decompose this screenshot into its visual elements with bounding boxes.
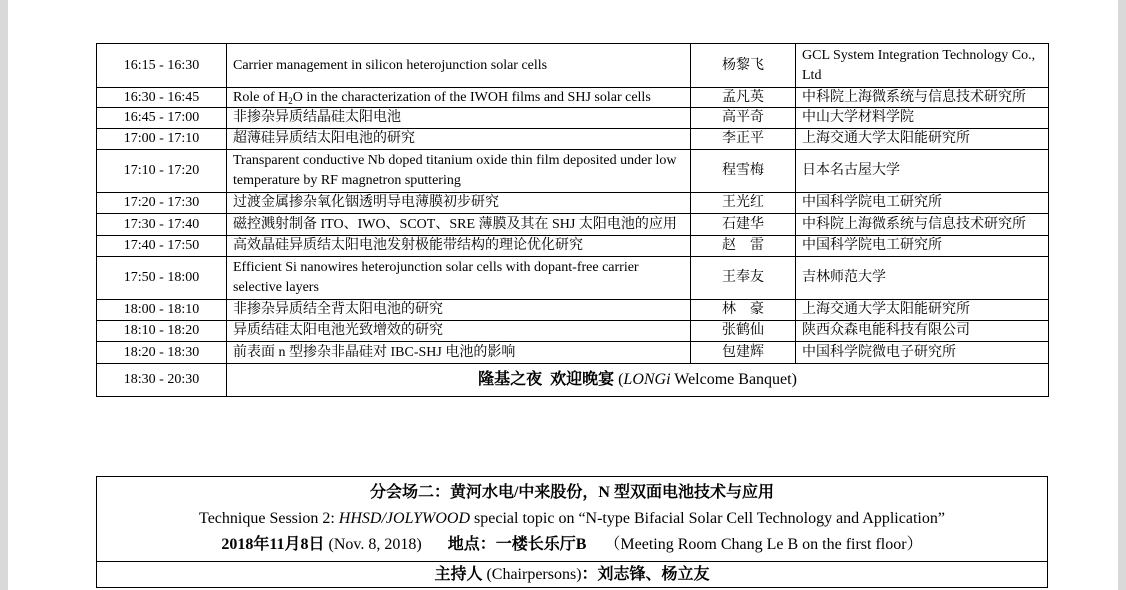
talk-title-cell: Carrier management in silicon heterojunction solar cells — [227, 44, 691, 88]
banquet-title-en: Welcome Banquet) — [670, 371, 797, 388]
title-line: selective layers — [233, 280, 319, 295]
talk-title-cell: 前表面 n 型掺杂非晶硅对 IBC-SHJ 电池的影响 — [227, 342, 691, 364]
table-row — [97, 150, 1049, 193]
talk-title-cell: 过渡金属掺杂氧化铟透明导电薄膜初步研究 — [227, 193, 691, 214]
time-cell: 18:20 - 18:30 — [97, 342, 227, 364]
table-row — [97, 214, 1049, 236]
speaker-cell: 石建华 — [691, 214, 796, 236]
viewer-left-margin — [0, 0, 8, 590]
affiliation-cell: 吉林师范大学 — [796, 257, 1049, 300]
affiliation-line: Ltd — [802, 67, 822, 83]
affiliation-cell: 中科院上海微系统与信息技术研究所 — [796, 88, 1049, 108]
affiliation-cell: 陕西众森电能科技有限公司 — [796, 321, 1049, 342]
speaker-cell: 张鹤仙 — [691, 321, 796, 342]
affiliation-cell: 日本名古屋大学 — [796, 150, 1049, 193]
session-venue-cn: 地点：一楼长乐厅B — [447, 536, 587, 553]
speaker-cell: 林 豪 — [691, 300, 796, 321]
talk-title-cell: 磁控溅射制备 ITO、IWO、SCOT、SRE 薄膜及其在 SHJ 太阳电池的应用 — [227, 214, 691, 236]
affiliation-cell: 上海交通大学太阳能研究所 — [796, 300, 1049, 321]
time-cell: 16:15 - 16:30 — [97, 44, 227, 88]
table-row — [97, 108, 1049, 129]
speaker-cell: 程雪梅 — [691, 150, 796, 193]
banquet-title-cn: 隆基之夜 欢迎晚宴 — [478, 371, 615, 388]
table-row — [97, 88, 1049, 108]
table-row — [97, 44, 1049, 88]
banquet-cell — [227, 364, 1049, 397]
speaker-cell: 王奉友 — [691, 257, 796, 300]
session-venue-en: （Meeting Room Chang Le B on the first floor） — [604, 536, 923, 553]
time-cell: 17:50 - 18:00 — [97, 257, 227, 300]
time-cell: 16:45 - 17:00 — [97, 108, 227, 129]
talk-title-cell — [227, 257, 691, 300]
affiliation-cell: 中国科学院电工研究所 — [796, 236, 1049, 257]
title-line: temperature by RF magnetron sputtering — [233, 173, 461, 188]
time-cell: 16:30 - 16:45 — [97, 88, 227, 108]
affiliation-cell: 上海交通大学太阳能研究所 — [796, 129, 1049, 150]
speaker-cell: 王光红 — [691, 193, 796, 214]
speaker-cell: 孟凡英 — [691, 88, 796, 108]
affiliation-cell: 中国科学院电工研究所 — [796, 193, 1049, 214]
table-row — [97, 321, 1049, 342]
talk-title-cell: 超薄硅异质结太阳电池的研究 — [227, 129, 691, 150]
session-header-box — [96, 476, 1048, 588]
affiliation-cell: 中国科学院微电子研究所 — [796, 342, 1049, 364]
session-title-en-prefix: Technique Session 2: — [199, 510, 339, 527]
session-date-cn: 2018年11月8日 — [221, 536, 325, 553]
affiliation-cell — [796, 44, 1049, 88]
schedule-table — [96, 43, 1049, 397]
session-title-cn: 分会场二：黄河水电/中来股份，N 型双面电池技术与应用 — [369, 484, 774, 501]
chair-label-cn: 主持人 — [434, 566, 483, 583]
affiliation-cell: 中山大学材料学院 — [796, 108, 1049, 129]
chair-label-en: (Chairpersons) — [486, 566, 582, 583]
banquet-row — [97, 364, 1049, 397]
talk-title-cell: 非掺杂异质结晶硅太阳电池 — [227, 108, 691, 129]
speaker-cell: 李正平 — [691, 129, 796, 150]
time-cell: 17:30 - 17:40 — [97, 214, 227, 236]
time-cell: 17:40 - 17:50 — [97, 236, 227, 257]
speaker-cell: 高平奇 — [691, 108, 796, 129]
title-text: Role of H — [233, 89, 289, 105]
session-topic: special topic on “N-type Bifacial Solar Cell Technology and Application” — [470, 510, 945, 527]
table-row — [97, 342, 1049, 364]
table-row — [97, 129, 1049, 150]
speaker-cell: 包建辉 — [691, 342, 796, 364]
session-heading — [97, 477, 1047, 562]
time-cell: 17:00 - 17:10 — [97, 129, 227, 150]
affiliation-cell: 中科院上海微系统与信息技术研究所 — [796, 214, 1049, 236]
talk-title-cell: 非掺杂异质结全背太阳电池的研究 — [227, 300, 691, 321]
session-sponsor: HHSD/JOLYWOOD — [338, 510, 471, 527]
session-title-en — [97, 506, 1047, 532]
session-date-en: (Nov. 8, 2018) — [328, 536, 422, 553]
talk-title-cell: 高效晶硅异质结太阳电池发射极能带结构的理论优化研究 — [227, 236, 691, 257]
time-cell: 18:10 - 18:20 — [97, 321, 227, 342]
talk-title-cell: 异质结硅太阳电池光致增效的研究 — [227, 321, 691, 342]
title-line: Transparent conductive Nb doped titanium oxide thin film deposited under low — [233, 153, 677, 168]
table-row — [97, 300, 1049, 321]
table-row — [97, 193, 1049, 214]
time-cell: 18:30 - 20:30 — [97, 364, 227, 397]
subscript-text: 2 — [288, 95, 293, 106]
time-cell: 17:20 - 17:30 — [97, 193, 227, 214]
speaker-cell: 杨黎飞 — [691, 44, 796, 88]
time-cell: 18:00 - 18:10 — [97, 300, 227, 321]
talk-title-cell — [227, 150, 691, 193]
talk-title-cell — [227, 88, 691, 108]
session-date-venue — [97, 532, 1047, 558]
title-line: Efficient Si nanowires heterojunction solar cells with dopant-free carrier — [233, 260, 639, 275]
banquet-paren-open: ( — [614, 371, 624, 388]
table-row — [97, 236, 1049, 257]
viewer-right-margin — [1118, 0, 1126, 590]
chairpersons-row — [97, 562, 1047, 587]
time-cell: 17:10 - 17:20 — [97, 150, 227, 193]
banquet-brand: LONGi — [623, 371, 671, 388]
affiliation-line: GCL System Integration Technology Co., — [802, 47, 1036, 63]
table-row — [97, 257, 1049, 300]
speaker-cell: 赵 雷 — [691, 236, 796, 257]
chair-names: ：刘志锋、杨立友 — [581, 566, 710, 583]
title-text: O in the characterization of the IWOH films and SHJ solar cells — [292, 89, 651, 105]
